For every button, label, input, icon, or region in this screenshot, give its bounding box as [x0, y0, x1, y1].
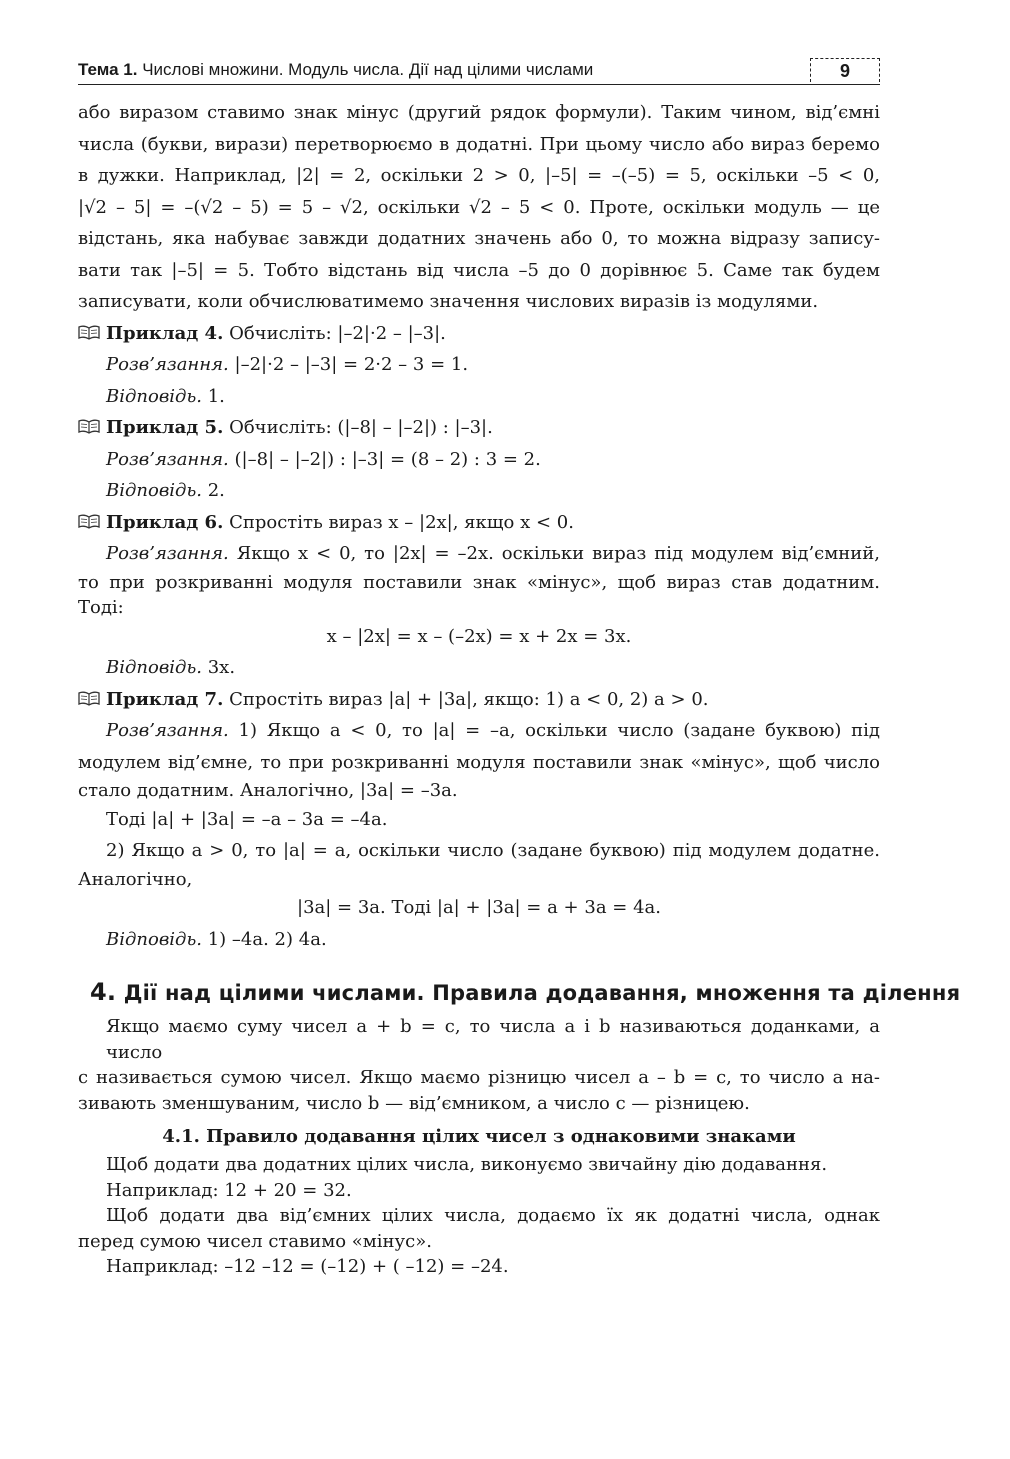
- example-5-answer-text: 2.: [207, 480, 225, 501]
- example-7-solution-text-1: 1) Якщо a < 0, то |a| = –a, оскільки число (задане буквою) під: [238, 720, 880, 741]
- example-7-label: Приклад 7.: [106, 688, 224, 710]
- example-5-task: [78, 412, 880, 444]
- solution-label: Розв’язання.: [106, 354, 229, 375]
- topic-title: Числові множини. Модуль числа. Дії над цілими числами: [142, 60, 594, 79]
- section-4-para-line-1: Якщо маємо суму чисел a + b = c, то числа a і b називаються доданками, а число: [106, 1016, 880, 1063]
- example-7-formula: |3a| = 3a. Тоді |a| + |3a| = a + 3a = 4a.: [297, 897, 661, 918]
- example-6-formula: x – |2x| = x – (–2x) = x + 2x = 3x.: [326, 625, 632, 647]
- solution-label: Розв’язання.: [106, 720, 229, 741]
- example-4-answer: [78, 381, 880, 413]
- example-4-solution: [78, 349, 880, 381]
- intro-line-5: відстань, яка набуває завжди додатних значень або 0, то можна відразу запису-: [78, 228, 880, 249]
- topic-label: Тема 1.: [78, 60, 138, 79]
- example-5-solution-text: (|–8| – |–2|) : |–3| = (8 – 2) : 3 = 2.: [234, 448, 541, 470]
- example-5-task-text: Обчисліть: (|–8| – |–2|) : |–3|.: [229, 417, 493, 438]
- open-book-icon: [78, 325, 100, 340]
- subsection-4-1-line-5: Наприклад: –12 –12 = (–12) + ( –12) = –24.: [106, 1256, 509, 1277]
- example-7-solution-line-4: Тоді |a| + |3a| = –a – 3a = –4a.: [106, 808, 388, 830]
- example-4-task: [78, 318, 880, 350]
- example-6-task: [78, 507, 880, 539]
- subsection-4-1-line-2: Наприклад: 12 + 20 = 32.: [106, 1179, 352, 1201]
- example-6-task-text: Спростіть вираз x – |2x|, якщо x < 0.: [229, 511, 574, 533]
- example-4-solution-text: |–2|·2 – |–3| = 2·2 – 3 = 1.: [234, 354, 469, 375]
- example-6-solution-line-3: Тоді:: [78, 597, 124, 618]
- example-5-label: Приклад 5.: [106, 417, 224, 438]
- answer-label: Відповідь.: [106, 657, 202, 678]
- example-7-task: [78, 684, 880, 716]
- running-header: [78, 58, 880, 85]
- intro-line-7: записувати, коли обчислюватимемо значення числових виразів із модулями.: [78, 291, 819, 312]
- example-6-label: Приклад 6.: [106, 511, 224, 533]
- answer-label: Відповідь.: [106, 480, 202, 501]
- subsection-4-1-line-1: Щоб додати два додатних цілих числа, виконуємо звичайну дію додавання.: [106, 1154, 828, 1175]
- example-5-answer: [78, 475, 880, 507]
- section-4-heading: [90, 977, 961, 1008]
- intro-line-3: в дужки. Наприклад, |2| = 2, оскільки 2 > 0, |–5| = –(–5) = 5, оскільки –5 < 0,: [78, 165, 880, 186]
- example-7-solution-line-5: 2) Якщо a > 0, то |a| = a, оскільки число (задане буквою) під модулем додатне.: [106, 840, 880, 861]
- example-6-solution-text-1: Якщо x < 0, то |2x| = –2x. оскільки вираз під модулем від’ємний,: [236, 543, 880, 564]
- page-body: [78, 97, 961, 1280]
- intro-line-1: або виразом ставимо знак мінус (другий рядок формули). Таким чином, від’ємні: [78, 102, 880, 123]
- section-4-number: 4.: [90, 978, 117, 1006]
- section-4-title: Дії над цілими числами. Правила додавання, множення та ділення: [123, 981, 961, 1005]
- example-4-answer-text: 1.: [207, 385, 225, 407]
- intro-line-2: числа (букви, вирази) перетворюємо в додатні. При цьому число або вираз беремо: [78, 133, 880, 155]
- intro-line-4: |√2 – 5| = –(√2 – 5) = 5 – √2, оскільки √2 – 5 < 0. Проте, оскільки модуль — це: [78, 196, 880, 218]
- example-7-answer: [78, 924, 880, 956]
- answer-label: Відповідь.: [106, 385, 202, 407]
- subsection-4-1-line-3: Щоб додати два від’ємних цілих числа, додаємо їх як додатні числа, однак: [106, 1205, 880, 1226]
- section-4-para-line-3: зивають зменшуваним, число b — від’ємником, а число c — різницею.: [78, 1092, 750, 1114]
- example-7-solution-line-2: модулем від’ємне, то при розкриванні модуля поставили знак «мінус», щоб число: [78, 751, 880, 773]
- example-6-solution-line-1: [78, 538, 880, 570]
- example-4-task-text: Обчисліть: |–2|·2 – |–3|.: [229, 322, 446, 344]
- example-7-solution-line-3: стало додатним. Аналогічно, |3a| = –3a.: [78, 780, 458, 801]
- subsection-4-1-line-4: перед сумою чисел ставимо «мінус».: [78, 1230, 432, 1252]
- answer-label: Відповідь.: [106, 928, 202, 950]
- example-5-solution: [78, 444, 880, 476]
- section-4-para-line-2: c називається сумою чисел. Якщо маємо різницю чисел a – b = c, то число a на-: [78, 1067, 880, 1088]
- solution-label: Розв’язання.: [106, 448, 229, 470]
- page-number: 9: [810, 58, 880, 82]
- subsection-4-1-heading: 4.1. Правило додавання цілих чисел з однаковими знаками: [162, 1126, 796, 1147]
- solution-label: Розв’язання.: [106, 543, 229, 564]
- textbook-page: [78, 58, 961, 1280]
- example-4-label: Приклад 4.: [106, 322, 224, 344]
- example-6-answer-text: 3x.: [207, 657, 236, 678]
- intro-line-6: вати так |–5| = 5. Тобто відстань від числа –5 до 0 дорівнює 5. Саме так будем: [78, 259, 880, 281]
- example-7-solution-line-6: Аналогічно,: [78, 868, 193, 890]
- open-book-icon: [78, 514, 100, 529]
- example-7-task-text: Спростіть вираз |a| + |3a|, якщо: 1) a < 0, 2) a > 0.: [229, 688, 709, 710]
- open-book-icon: [78, 419, 100, 434]
- example-7-solution-line-1: [78, 715, 880, 747]
- open-book-icon: [78, 691, 100, 706]
- example-6-answer: [78, 652, 880, 684]
- example-7-answer-text: 1) –4a. 2) 4a.: [207, 928, 327, 950]
- example-6-solution-line-2: то при розкриванні модуля поставили знак «мінус», щоб вираз став додатним.: [78, 571, 880, 593]
